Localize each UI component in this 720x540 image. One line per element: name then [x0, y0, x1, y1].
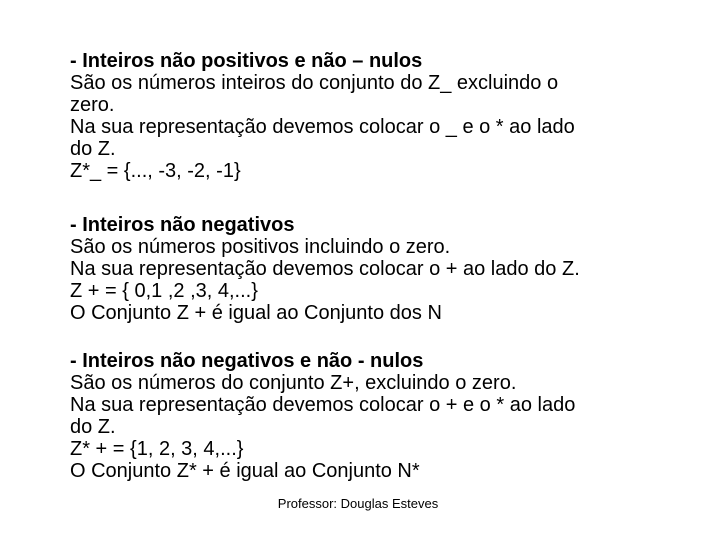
section-heading: - Inteiros não negativos e não - nulos: [70, 350, 424, 372]
section-heading: - Inteiros não negativos: [70, 214, 295, 236]
section-text-line: do Z.: [70, 416, 116, 438]
section-text-line: O Conjunto Z* + é igual ao Conjunto N*: [70, 460, 420, 482]
footer: [0, 496, 720, 512]
section-text-line: Na sua representação devemos colocar o + ao lado do Z.: [70, 258, 580, 280]
section-nonnegative-integers: [70, 214, 700, 324]
set-notation: Z*_ = {..., -3, -2, -1}: [70, 160, 241, 182]
section-text-line: O Conjunto Z + é igual ao Conjunto dos N: [70, 302, 442, 324]
section-text-line: do Z.: [70, 138, 116, 160]
set-notation: Z* + = {1, 2, 3, 4,...}: [70, 438, 244, 460]
section-text-line: São os números inteiros do conjunto do Z_ excluindo o: [70, 72, 559, 94]
section-heading: - Inteiros não positivos e não – nulos: [70, 50, 423, 72]
section-text-line: zero.: [70, 94, 115, 116]
section-nonpositive-nonzero-integers: [70, 50, 700, 182]
section-text-line: São os números positivos incluindo o zero.: [70, 236, 451, 258]
section-nonnegative-nonzero-integers: [70, 350, 700, 482]
set-notation: Z + = { 0,1 ,2 ,3, 4,...}: [70, 280, 258, 302]
section-text-line: Na sua representação devemos colocar o + e o * ao lado: [70, 394, 576, 416]
section-text-line: São os números do conjunto Z+, excluindo o zero.: [70, 372, 517, 394]
section-text-line: Na sua representação devemos colocar o _ e o * ao lado: [70, 116, 575, 138]
author-credit: Professor: Douglas Esteves: [277, 496, 439, 511]
